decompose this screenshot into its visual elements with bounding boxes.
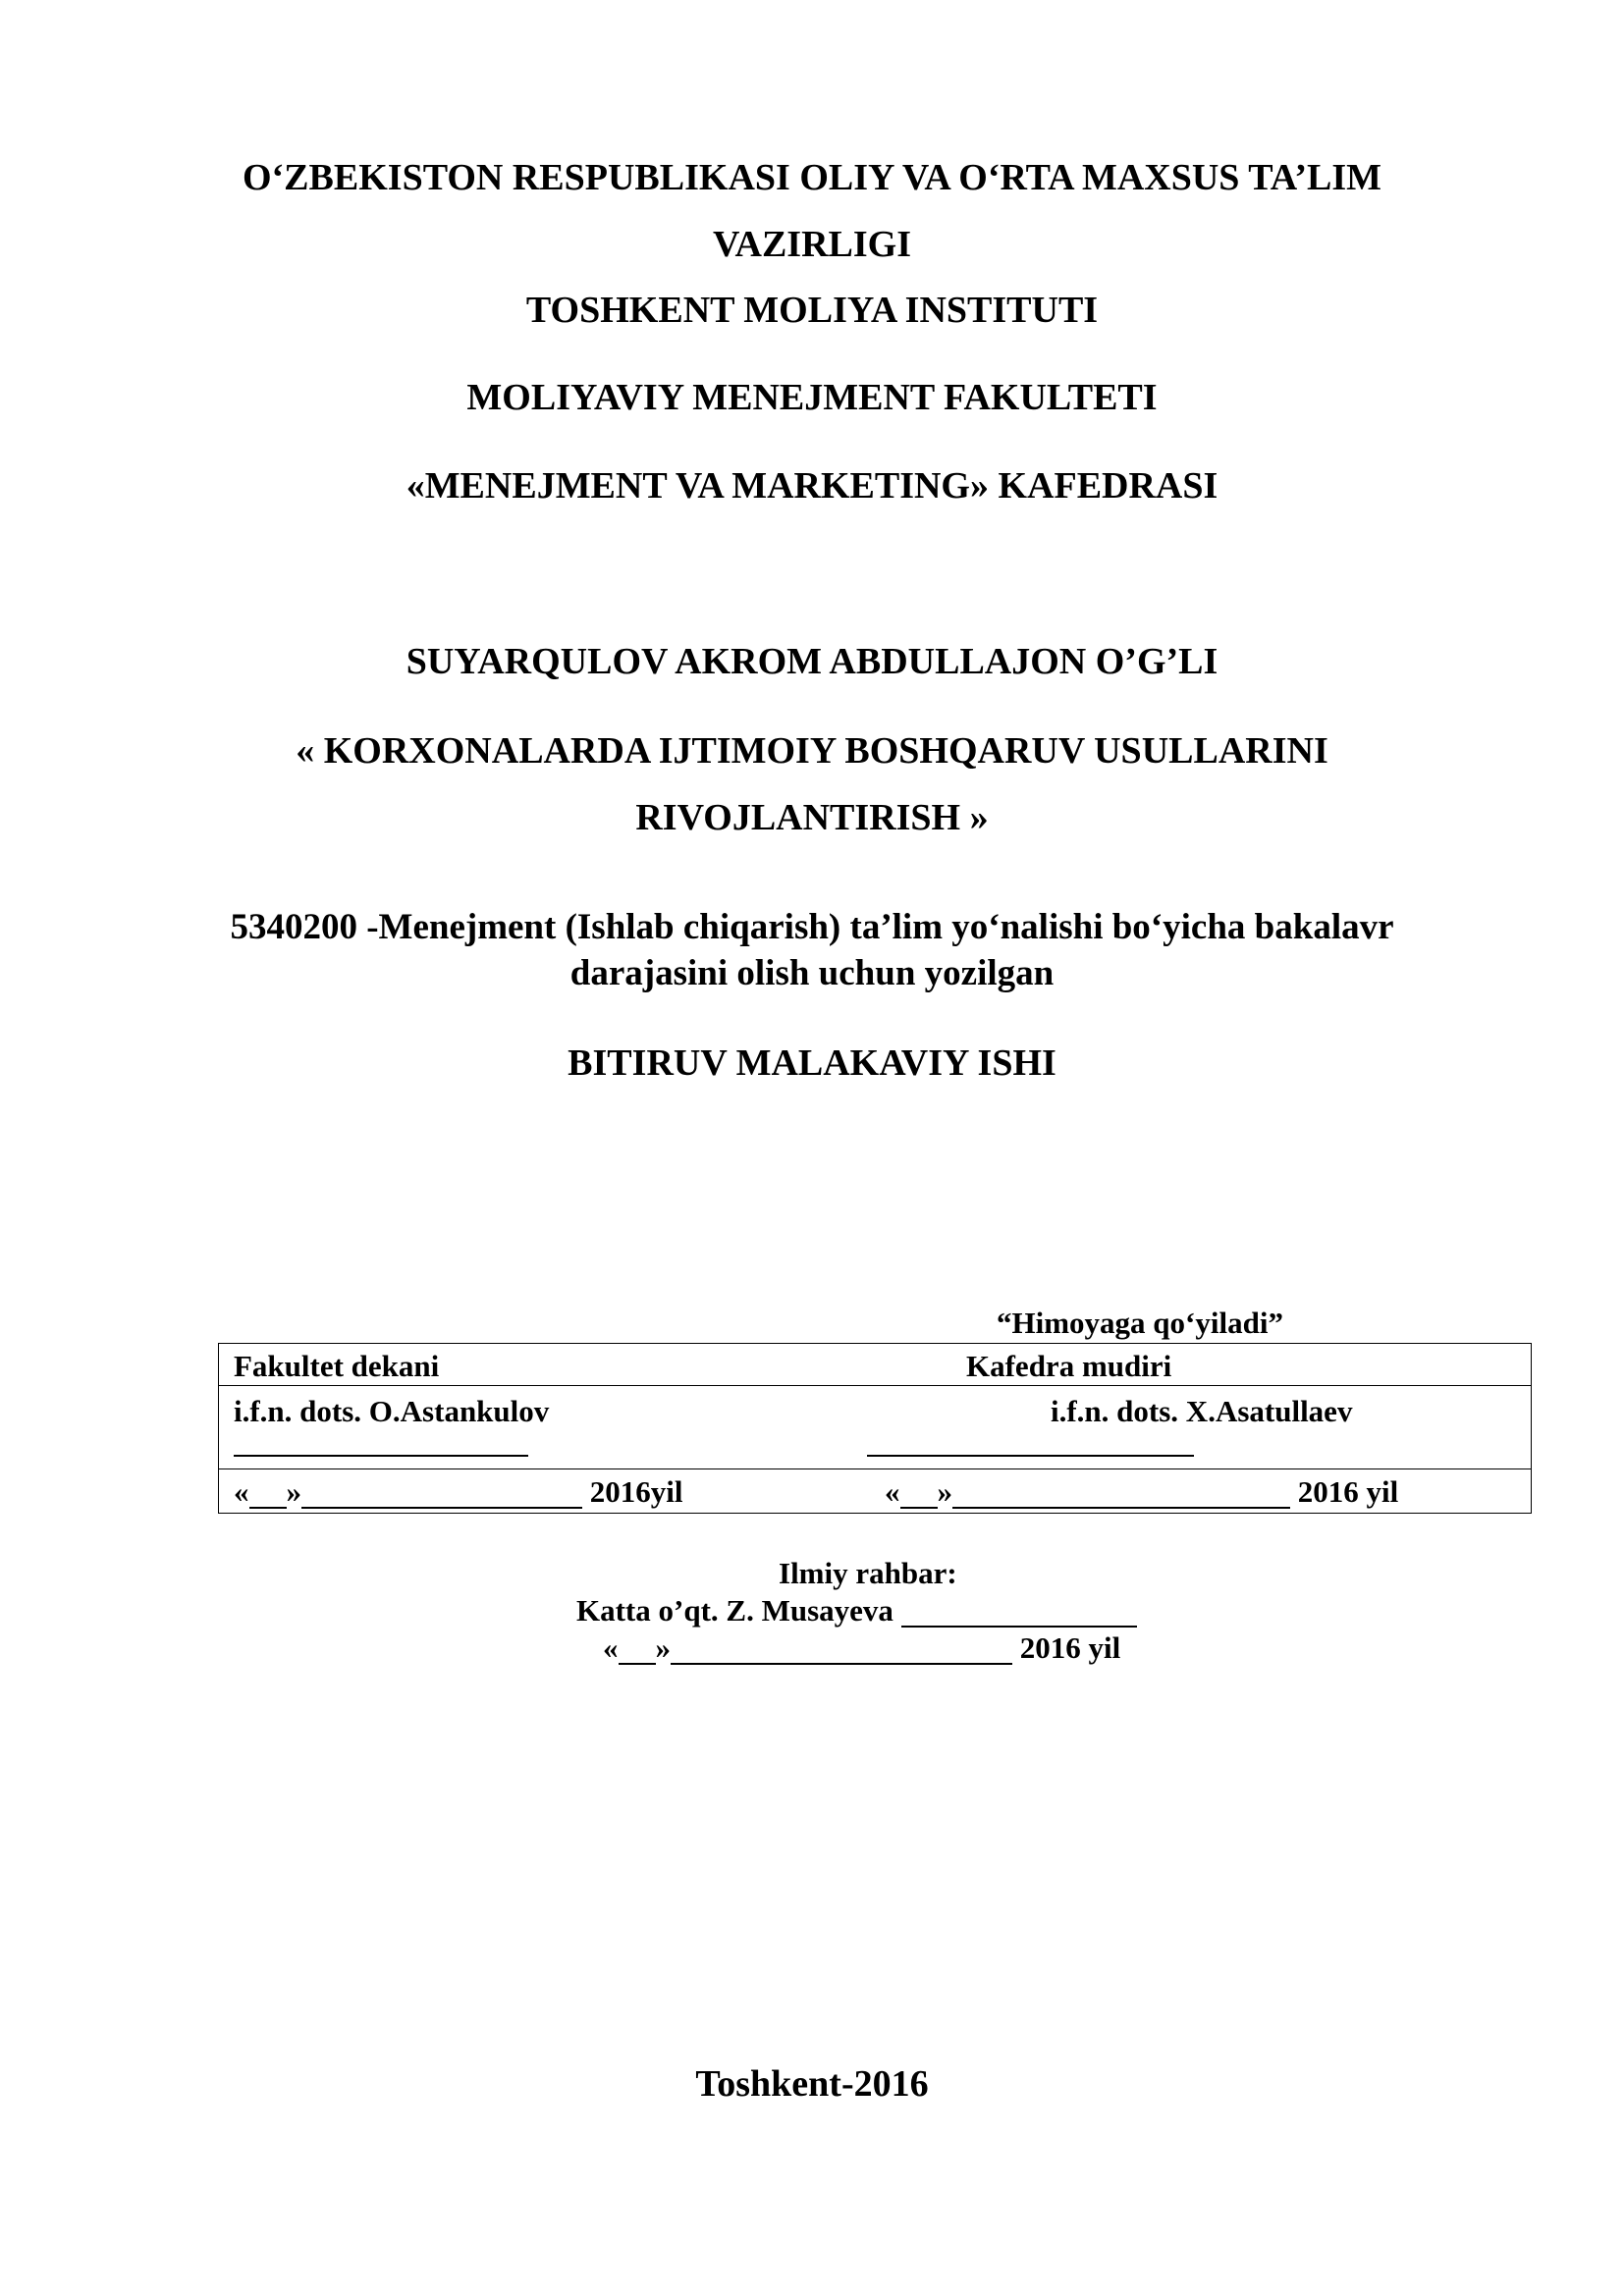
day-blank (249, 1476, 287, 1509)
month-blank (301, 1476, 582, 1509)
month-blank (671, 1632, 1012, 1665)
purpose-line-1: 5340200 -Menejment (Ishlab chiqarish) ta’lim yo‘nalishi bo‘yicha bakalavr (230, 907, 1394, 947)
date-quote-close: » (937, 1474, 952, 1509)
date-quote-open: « (234, 1474, 249, 1509)
date-quote-close: » (655, 1630, 671, 1665)
date-quote-open: « (603, 1630, 619, 1665)
date-quote-open: « (885, 1474, 900, 1509)
dean-title: Fakultet dekani (234, 1349, 440, 1383)
ministry-line-2: VAZIRLIGI (712, 224, 912, 265)
dean-signature-line (234, 1455, 528, 1457)
supervisor-name: Katta o’qt. Z. Musayeva (576, 1593, 893, 1628)
supervisor-label: Ilmiy rahbar: (779, 1556, 957, 1590)
head-name: i.f.n. dots. X.Asatullaev (1051, 1394, 1353, 1428)
day-blank (619, 1632, 656, 1665)
dean-year: 2016yil (589, 1474, 683, 1509)
month-blank (952, 1476, 1290, 1509)
work-type: BITIRUV MALAKAVIY ISHI (568, 1042, 1056, 1084)
table-row (219, 1469, 1531, 1513)
footer-city-year: Toshkent-2016 (695, 2063, 929, 2105)
faculty-name: MOLIYAVIY MENEJMENT FAKULTETI (466, 377, 1158, 418)
dean-name: i.f.n. dots. O.Astankulov (234, 1394, 550, 1428)
table-row (219, 1386, 1531, 1469)
supervisor-signature-line (901, 1595, 1137, 1628)
head-year: 2016 yil (1297, 1474, 1399, 1509)
department-name: «MENEJMENT VA MARKETING» KAFEDRASI (406, 465, 1218, 507)
date-quote-close: » (286, 1474, 301, 1509)
signature-table (218, 1343, 1532, 1514)
supervisor-line (576, 1595, 1137, 1628)
supervisor-date (603, 1632, 1120, 1665)
head-title: Kafedra mudiri (966, 1349, 1172, 1383)
table-row (219, 1344, 1531, 1386)
thesis-title-line-2: RIVOJLANTIRISH » (635, 797, 989, 838)
purpose-line-2: darajasini olish uchun yozilgan (569, 953, 1055, 993)
author-name: SUYARQULOV AKROM ABDULLAJON O’G’LI (406, 641, 1218, 682)
day-blank (900, 1476, 938, 1509)
supervisor-year: 2016 yil (1019, 1630, 1121, 1665)
defense-note: “Himoyaga qo‘yiladi” (997, 1306, 1283, 1340)
thesis-title-line-1: « KORXONALARDA IJTIMOIY BOSHQARUV USULLARINI (296, 730, 1328, 772)
head-date (885, 1476, 1398, 1509)
institute-name: TOSHKENT MOLIYA INSTITUTI (525, 290, 1099, 331)
ministry-line-1: O‘ZBEKISTON RESPUBLIKASI OLIY VA O‘RTA MAXSUS TA’LIM (242, 157, 1382, 198)
dean-date (234, 1476, 682, 1509)
head-signature-line (867, 1455, 1194, 1457)
